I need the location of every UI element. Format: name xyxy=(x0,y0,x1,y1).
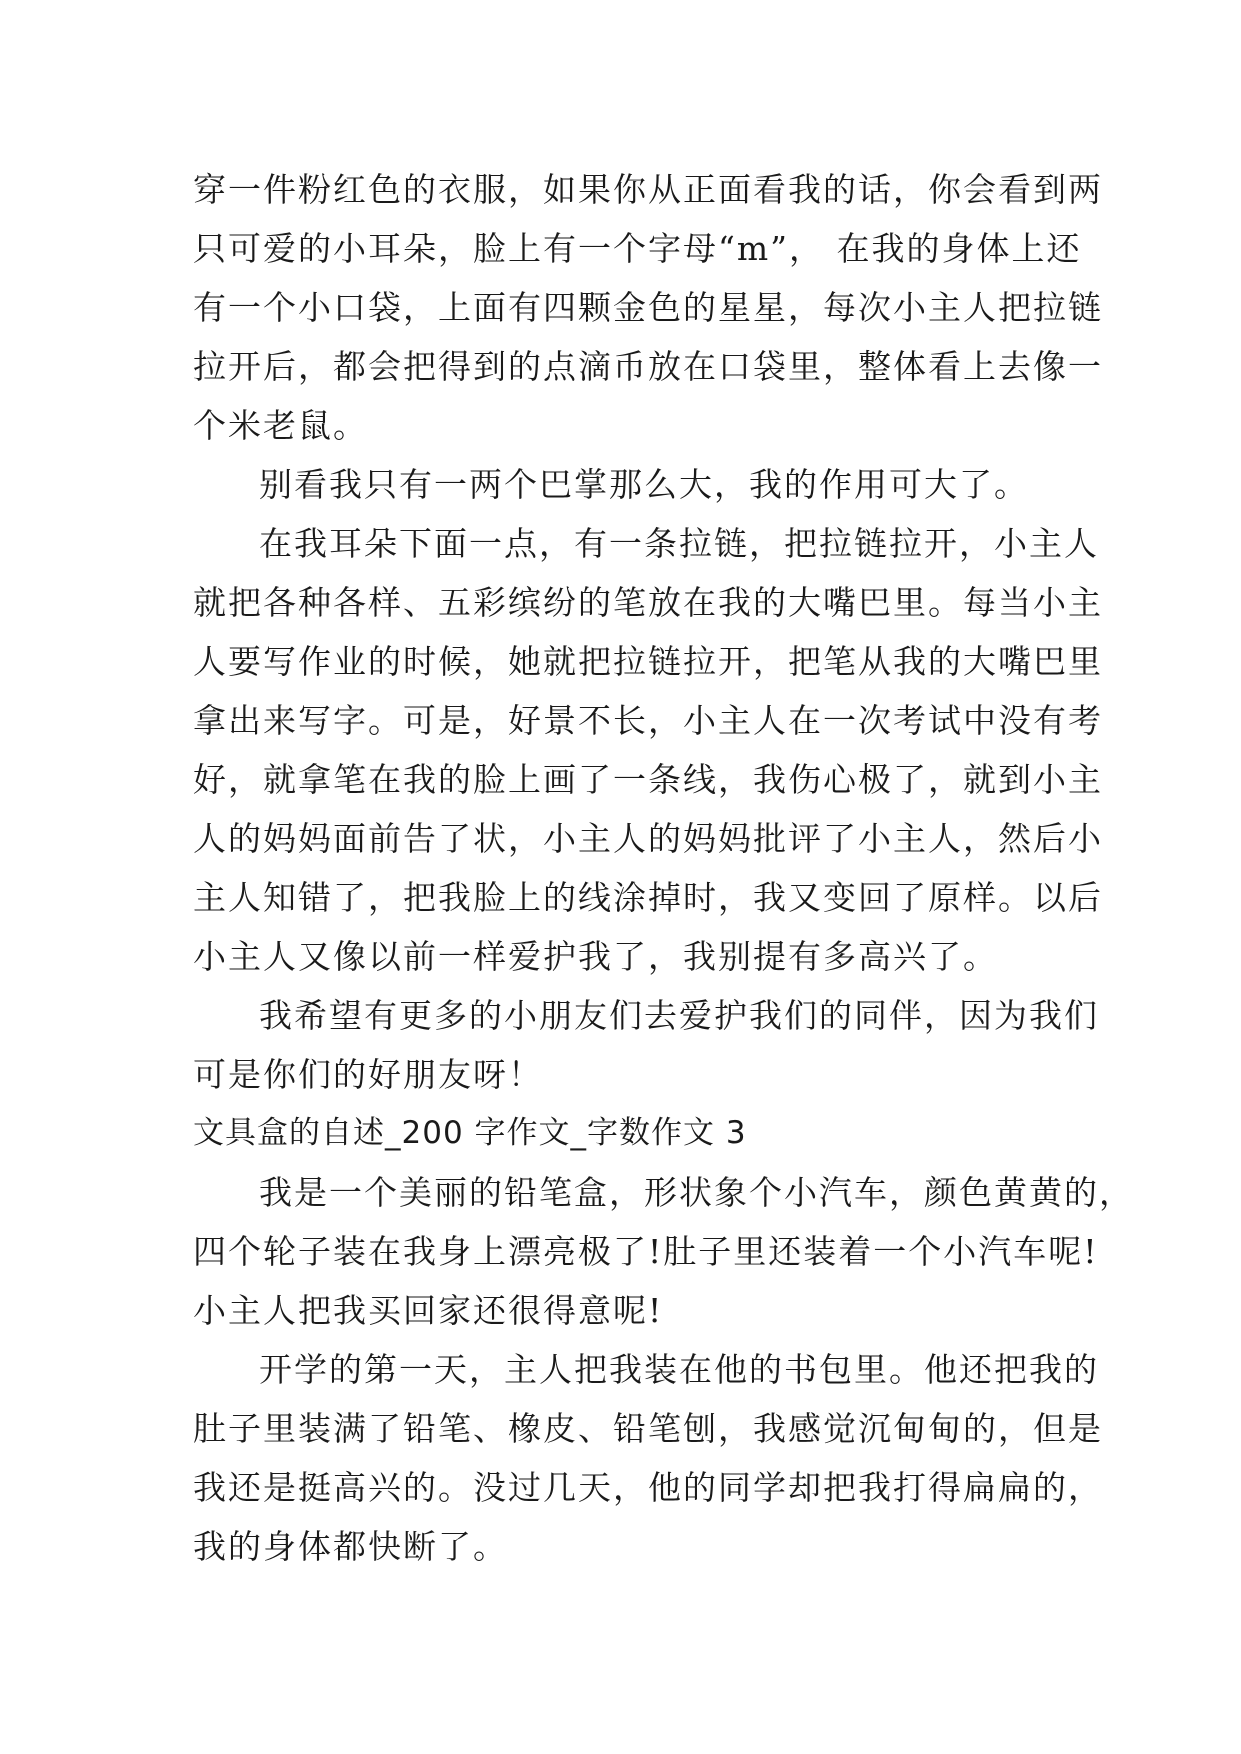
text-line: 开学的第一天，主人把我装在他的书包里。他还把我的 xyxy=(259,1350,1099,1389)
text-line: 可是你们的好朋友呀！ xyxy=(193,1055,543,1094)
text-line: 有一个小口袋，上面有四颗金色的星星，每次小主人把拉链 xyxy=(193,288,1103,327)
paragraph xyxy=(193,986,1099,1104)
text-line: 人要写作业的时候，她就把拉链拉开，把笔从我的大嘴巴里 xyxy=(193,642,1103,681)
paragraph xyxy=(193,160,1103,455)
text-line: 别看我只有一两个巴掌那么大，我的作用可大了。 xyxy=(259,465,1029,504)
text-line: 四个轮子装在我身上漂亮极了!肚子里还装着一个小汽车呢! xyxy=(193,1232,1099,1271)
paragraph xyxy=(193,514,1103,986)
text-line: 拿出来写字。可是，好景不长，小主人在一次考试中没有考 xyxy=(193,701,1103,740)
text-line: 人的妈妈面前告了状，小主人的妈妈批评了小主人，然后小 xyxy=(193,819,1103,858)
paragraph xyxy=(193,1340,1103,1576)
text-line: 就把各种各样、五彩缤纷的笔放在我的大嘴巴里。每当小主 xyxy=(193,583,1103,622)
text-line: 我还是挺高兴的。没过几天，他的同学却把我打得扁扁的， xyxy=(193,1468,1103,1507)
paragraph xyxy=(193,455,1073,514)
text-line: 小主人又像以前一样爱护我了，我别提有多高兴了。 xyxy=(193,937,998,976)
document-body xyxy=(193,160,1134,1576)
text-line: 个米老鼠。 xyxy=(193,406,368,445)
section-heading xyxy=(193,1104,1073,1163)
text-line: 拉开后，都会把得到的点滴币放在口袋里，整体看上去像一 xyxy=(193,347,1103,386)
text-line: 我是一个美丽的铅笔盒，形状象个小汽车，颜色黄黄的， xyxy=(259,1173,1134,1212)
text-line: 穿一件粉红色的衣服，如果你从正面看我的话，你会看到两 xyxy=(193,170,1103,209)
heading-text: 文具盒的自述_200 字作文_字数作文 3 xyxy=(193,1115,747,1151)
text-line: 主人知错了，把我脸上的线涂掉时，我又变回了原样。以后 xyxy=(193,878,1103,917)
text-line: 肚子里装满了铅笔、橡皮、铅笔刨，我感觉沉甸甸的，但是 xyxy=(193,1409,1103,1448)
text-line: 小主人把我买回家还很得意呢! xyxy=(193,1291,664,1330)
text-line: 只可爱的小耳朵，脸上有一个字母“m”， 在我的身体上还 xyxy=(193,229,1082,268)
text-line: 我希望有更多的小朋友们去爱护我们的同伴，因为我们 xyxy=(259,996,1099,1035)
text-line: 我的身体都快断了。 xyxy=(193,1527,508,1566)
text-line: 好，就拿笔在我的脸上画了一条线，我伤心极了，就到小主 xyxy=(193,760,1103,799)
paragraph xyxy=(193,1163,1134,1340)
text-line: 在我耳朵下面一点，有一条拉链，把拉链拉开，小主人 xyxy=(259,524,1099,563)
